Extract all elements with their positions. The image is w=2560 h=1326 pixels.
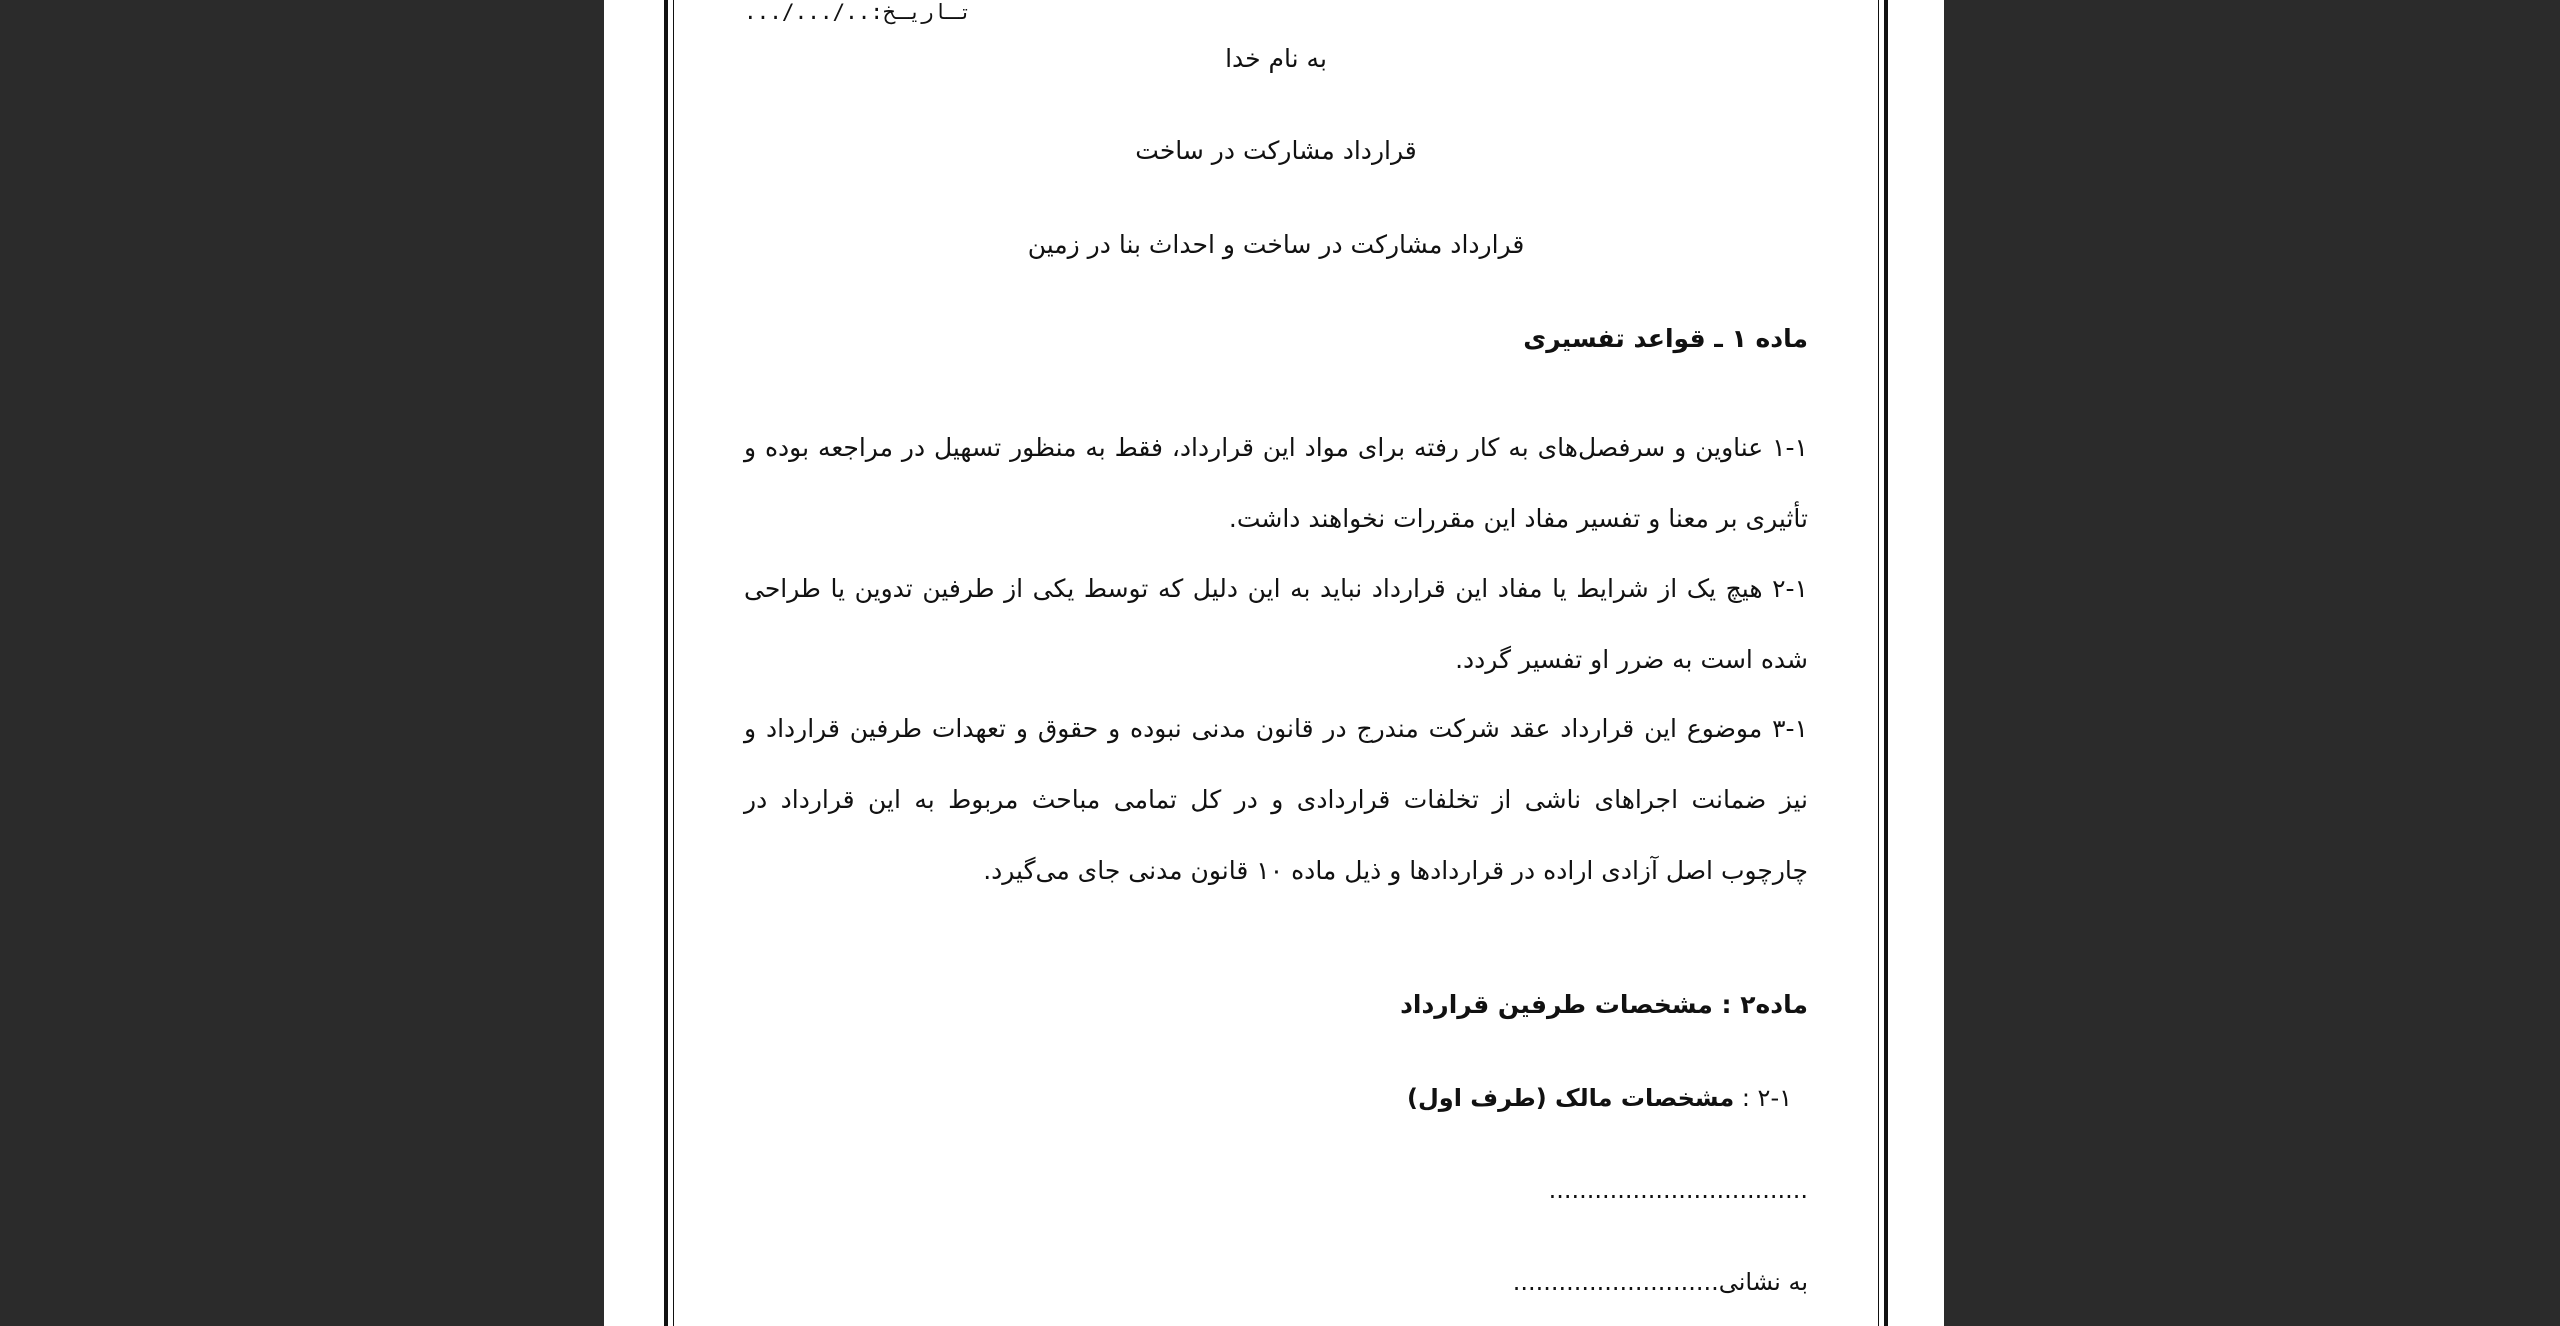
owner-address-field: به نشانی........................... [1512,1268,1808,1296]
page-content [744,0,1808,1326]
clause-1-1: ۱-۱ عناوین و سرفصل‌های به کار رفته برای مواد این قرارداد، فقط به منظور تسهیل در مراجعه بوده و تأثیری بر معنا و تفسیر مفاد این مقررات نخواهند داشت. [744,433,1808,533]
contract-subtitle: قرارداد مشارکت در ساخت و احداث بنا در زمین [1027,230,1525,259]
owner-subheading-text: مشخصات مالک (طرف اول) [1407,1084,1735,1112]
clause-1-2: ۲-۱ هیچ یک از شرایط یا مفاد این قرارداد نباید به این دلیل که توسط یکی از طرفین تدوین یا طراحی شده است به ضرر او تفسیر گردد. [744,574,1808,674]
article-1-heading: ماده ۱ ـ قواعد تفسیری [1523,324,1808,353]
bismillah: به نام خدا [1225,44,1327,73]
clause-1-3: ۳-۱ موضوع این قرارداد عقد شرکت مندرج در قانون مدنی نبوده و حقوق و تعهدات طرفین قرارداد و نیز ضمانت اجراهای ناشی از تخلفات قراردادی و در کل تمامی مباحث مربوط به این قرارداد در چارچوب اصل آزادی اراده در قراردادها و ذیل ماده ۱۰ قانون مدنی جای می‌گیرد. [744,714,1808,885]
date-label: تـاریـخ:../.../... [744,0,972,24]
owner-subheading-number: ۲-۱ : [1734,1084,1792,1112]
document-page [604,0,1944,1326]
contract-title: قرارداد مشارکت در ساخت [1135,136,1417,165]
owner-name-field: .................................. [1548,1176,1808,1204]
article-2-heading: ماده۲ : مشخصات طرفین قرارداد [1400,990,1808,1019]
owner-subheading [1407,1084,1792,1112]
